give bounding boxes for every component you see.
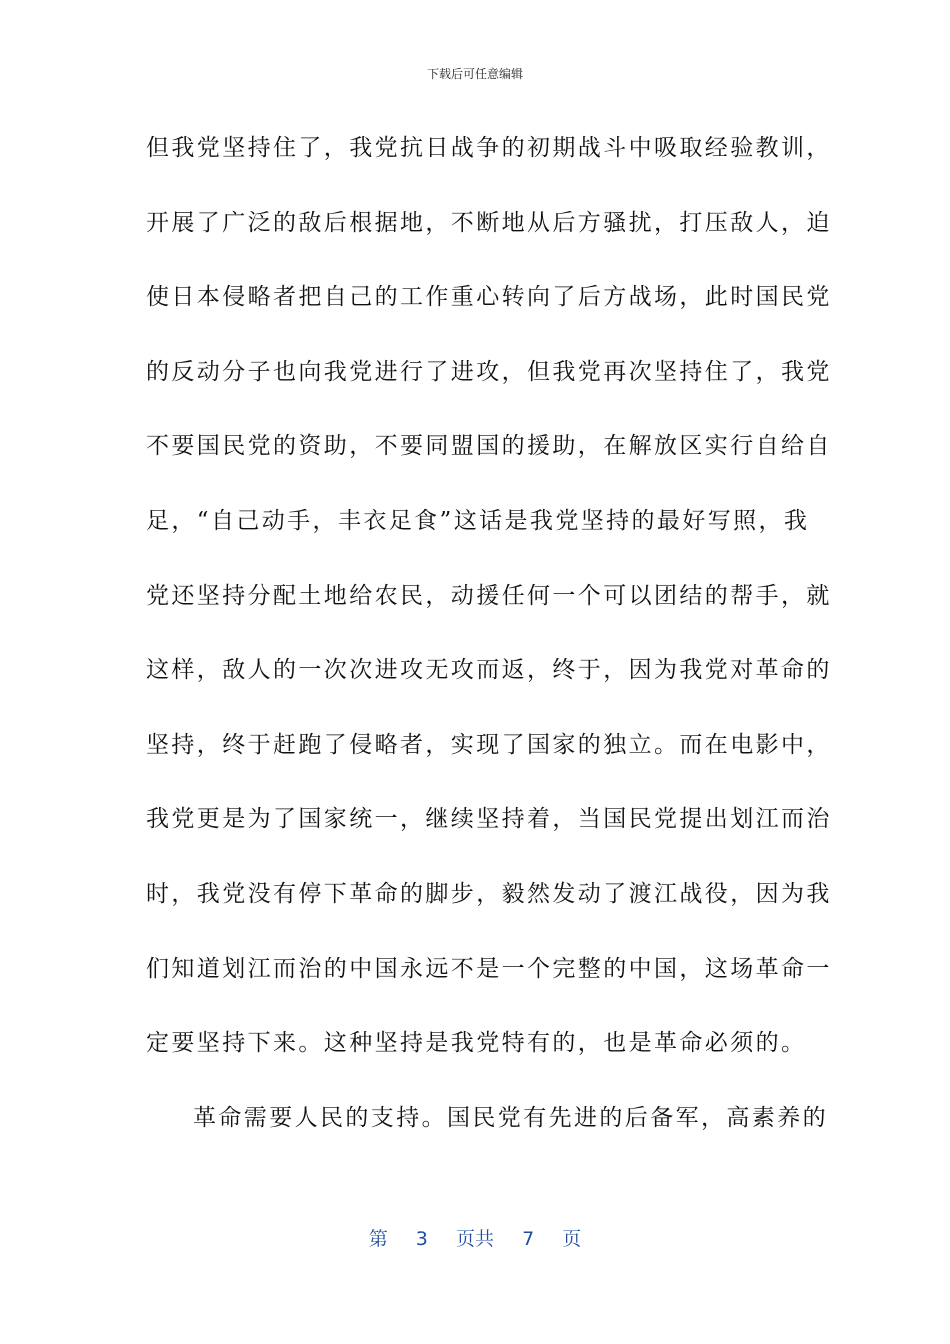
body-line-2: 开展了广泛的敌后根据地，不断地从后方骚扰，打压敌人，迫 bbox=[146, 209, 832, 236]
body-line-12: 们知道划江而治的中国永远不是一个完整的中国，这场革命一 bbox=[146, 955, 832, 982]
body-line-9: 坚持，终于赶跑了侵略者，实现了国家的独立。而在电影中， bbox=[146, 731, 832, 758]
body-line-4: 的反动分子也向我党进行了进攻，但我党再次坚持住了，我党 bbox=[146, 358, 832, 385]
footer-suffix: 页 bbox=[562, 1228, 582, 1250]
body-line-5: 不要国民党的资助，不要同盟国的援助，在解放区实行自给自 bbox=[146, 433, 832, 460]
body-line-6: 足，“自己动手，丰衣足食”这话是我党坚持的最好写照，我 bbox=[146, 507, 810, 534]
body-line-8: 这样，敌人的一次次进攻无攻而返，终于，因为我党对革命的 bbox=[146, 657, 832, 684]
body-line-3: 使日本侵略者把自己的工作重心转向了后方战场，此时国民党 bbox=[146, 284, 832, 311]
footer-current-page: 3 bbox=[415, 1228, 428, 1250]
body-line-1: 但我党坚持住了，我党抗日战争的初期战斗中吸取经验教训， bbox=[146, 135, 832, 161]
footer-prefix: 第 bbox=[368, 1228, 388, 1250]
footer-total-pages: 7 bbox=[522, 1228, 535, 1250]
body-line-13: 定要坚持下来。这种坚持是我党特有的，也是革命必须的。 bbox=[146, 1030, 807, 1057]
body-line-7: 党还坚持分配土地给农民，动援任何一个可以团结的帮手，就 bbox=[146, 582, 832, 609]
document-body bbox=[146, 125, 832, 1169]
body-line-10: 我党更是为了国家统一，继续坚持着，当国民党提出划江而治 bbox=[146, 806, 832, 833]
page-header-note: 下载后可任意编辑 bbox=[426, 67, 523, 81]
body-line-14-paragraph-start: 革命需要人民的支持。国民党有先进的后备军，高素养的 bbox=[193, 1104, 828, 1131]
footer-middle: 页共 bbox=[455, 1228, 494, 1250]
page-footer bbox=[0, 1226, 950, 1252]
body-line-11: 时，我党没有停下革命的脚步，毅然发动了渡江战役，因为我 bbox=[146, 880, 832, 907]
